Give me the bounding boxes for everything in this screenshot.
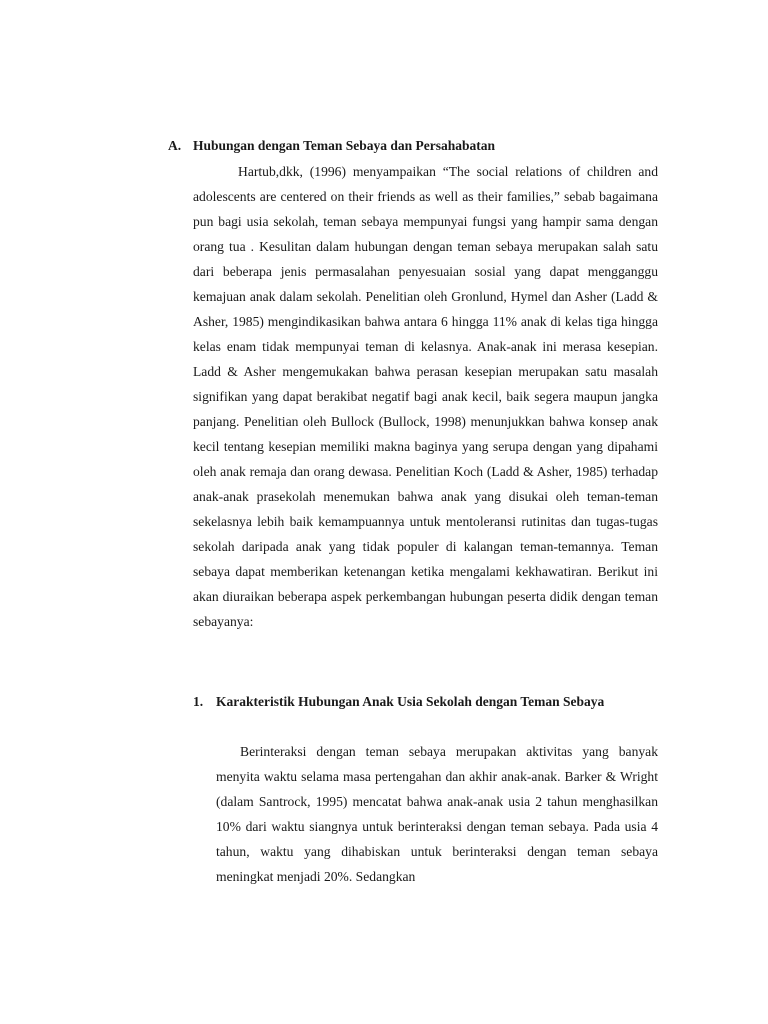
subsection-heading (193, 689, 658, 714)
subsection-paragraph: Berinteraksi dengan teman sebaya merupakan aktivitas yang banyak menyita waktu selama masa pertengahan dan akhir anak-anak. Barker & Wright (dalam Santrock, 1995) mencatat bahwa anak-anak usia 2 tahun menghasilkan 10% dari waktu siangnya untuk berinteraksi dengan teman sebaya. Pada usia 4 tahun, waktu yang dihabiskan untuk berinteraksi dengan teman sebaya meningkat menjadi 20%. Sedangkan (216, 744, 658, 884)
section-label: A. (168, 138, 182, 153)
subsection-number: 1. (193, 694, 204, 709)
subsection-title: Karakteristik Hubungan Anak Usia Sekolah dengan Teman Sebaya (216, 694, 605, 709)
section-title: Hubungan dengan Teman Sebaya dan Persahabatan (193, 138, 495, 153)
section-paragraph: Hartub,dkk, (1996) menyampaikan “The social relations of children and adolescents are centered on their friends as well as their families,” sebab bagaimana pun bagi usia sekolah, teman sebaya mempunyai fungsi yang hampir sama dengan orang tua . Kesulitan dalam hubungan dengan teman sebaya merupakan salah satu dari beberapa jenis permasalahan penyesuaian sosial yang dapat mengganggu kemajuan anak dalam sekolah. Penelitian oleh Gronlund, Hymel dan Asher (Ladd & Asher, 1985) mengindikasikan bahwa antara 6 hingga 11% anak di kelas tiga hingga kelas enam tidak mempunyai teman di kelasnya. Anak-anak ini merasa kesepian. Ladd & Asher mengemukakan bahwa perasan kesepian merupakan satu masalah signifikan yang dapat berakibat negatif bagi anak kecil, baik segera maupun jangka panjang. Penelitian oleh Bullock (Bullock, 1998) menunjukkan bahwa konsep anak kecil tentang kesepian memiliki makna baginya yang serupa dengan yang dipahami oleh anak remaja dan orang dewasa. Penelitian Koch (Ladd & Asher, 1985) terhadap anak-anak prasekolah menemukan bahwa anak yang disukai oleh teman-teman sekelasnya lebih baik kemampuannya untuk mentoleransi rutinitas dan tugas-tugas sekolah daripada anak yang tidak populer di kalangan teman-temannya. Teman sebaya dapat memberikan ketenangan ketika mengalami kekhawatiran. Berikut ini akan diuraikan beberapa aspek perkembangan hubungan peserta didik dengan teman sebayanya: (193, 164, 658, 629)
section-heading (168, 136, 495, 156)
